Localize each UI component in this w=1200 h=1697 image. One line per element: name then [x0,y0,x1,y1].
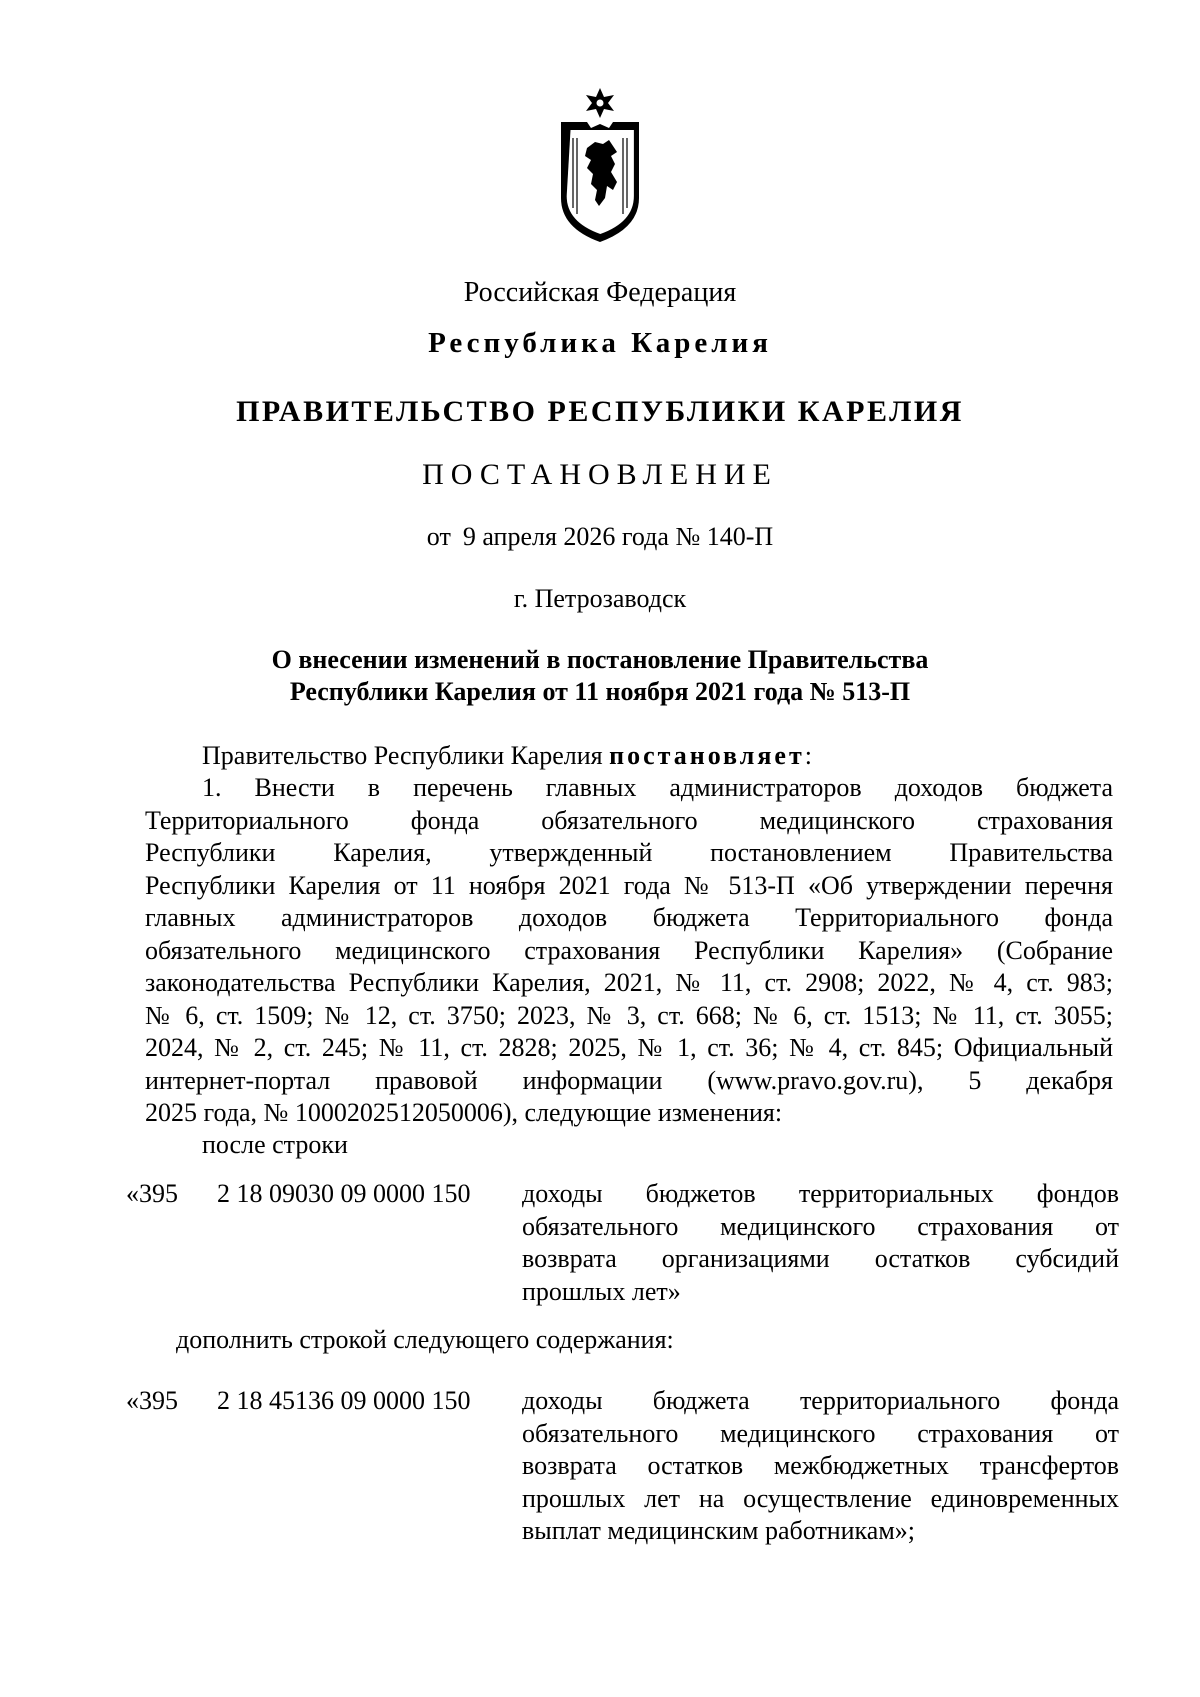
row-1-code: 2 18 09030 09 0000 150 [217,1179,471,1208]
row2-description-line: возврата остатков межбюджетных трансфертов [522,1451,1119,1480]
paragraph-1-line: интернет-портал правовой информации (www.pravo.gov.ru), 5 декабря [145,1065,1113,1095]
row2-description-line: прошлых лет на осуществление единовременных [522,1483,1119,1513]
row1-description-line: обязательного медицинского страхования от [522,1211,1119,1241]
paragraph-1-line: обязательного медицинского страхования Республики Карелия» (Собрание [145,935,1113,965]
document-city: г. Петрозаводск [513,584,687,613]
row2-description-line: доходы бюджета территориального фонда [522,1386,1119,1415]
paragraph-1-line: 2024, № 2, ст. 245; № 11, ст. 2828; 2025, № 1, ст. 36; № 4, ст. 845; Официальный [145,1033,1113,1062]
intro-paragraph [202,740,812,772]
intro-verb: постановляет [609,741,805,770]
paragraph-1-line: Республики Карелия, утвержденный постановлением Правительства [145,838,1113,867]
row1-description-line: возврата организациями остатков субсидий [522,1244,1119,1273]
row2-description-line: выплат медицинским работникам»; [522,1516,916,1545]
intro-colon: : [804,741,812,770]
paragraph-1-line: № 6, ст. 1509; № 12, ст. 3750; 2023, № 3, ст. 668; № 6, ст. 1513; № 11, ст. 3055; [145,1000,1113,1030]
document-date [0,522,1200,552]
paragraph-1-line: Республики Карелия от 11 ноября 2021 года № 513-П «Об утверждении перечня [145,870,1113,900]
row-1-number: «395 [126,1179,178,1208]
paragraph-1-last-line: 2025 года, № 1000202512050006), следующие изменения: [145,1098,783,1127]
date-number: 9 апреля 2026 года № 140-П [462,522,774,551]
row-2-number: «395 [126,1386,178,1415]
date-prefix: от [426,522,451,551]
row-2-description [522,1385,1119,1548]
row-1-description [522,1178,1119,1308]
republic-name: Республика Карелия [428,327,772,359]
intro-text: Правительство Республики Карелия [202,741,603,770]
row2-description-line: обязательного медицинского страхования от [522,1418,1119,1448]
document-type: ПОСТАНОВЛЕНИЕ [422,458,778,491]
after-row-text: после строки [202,1130,348,1159]
supplement-text: дополнить строкой следующего содержания: [176,1325,674,1354]
paragraph-1-line: 1. Внести в перечень главных администраторов доходов бюджета [202,773,1113,802]
row-2-code: 2 18 45136 09 0000 150 [217,1386,471,1415]
paragraph-1-line: законодательства Республики Карелия, 2021, № 11, ст. 2908; 2022, № 4, ст. 983; [145,968,1113,997]
karelia-coat-of-arms-icon [557,86,643,246]
row1-description-line: доходы бюджетов территориальных фондов [522,1179,1119,1208]
government-name: ПРАВИТЕЛЬСТВО РЕСПУБЛИКИ КАРЕЛИЯ [236,395,964,428]
paragraph-1-line: Территориального фонда обязательного медицинского страхования [145,805,1113,835]
country-name: Российская Федерация [463,277,737,308]
subject-line-2: Республики Карелия от 11 ноября 2021 года № 513-П [289,677,911,706]
subject-line-1: О внесении изменений в постановление Правительства [271,645,929,674]
row1-description-line: прошлых лет» [522,1276,681,1306]
paragraph-1-line: главных администраторов доходов бюджета Территориального фонда [145,903,1113,932]
